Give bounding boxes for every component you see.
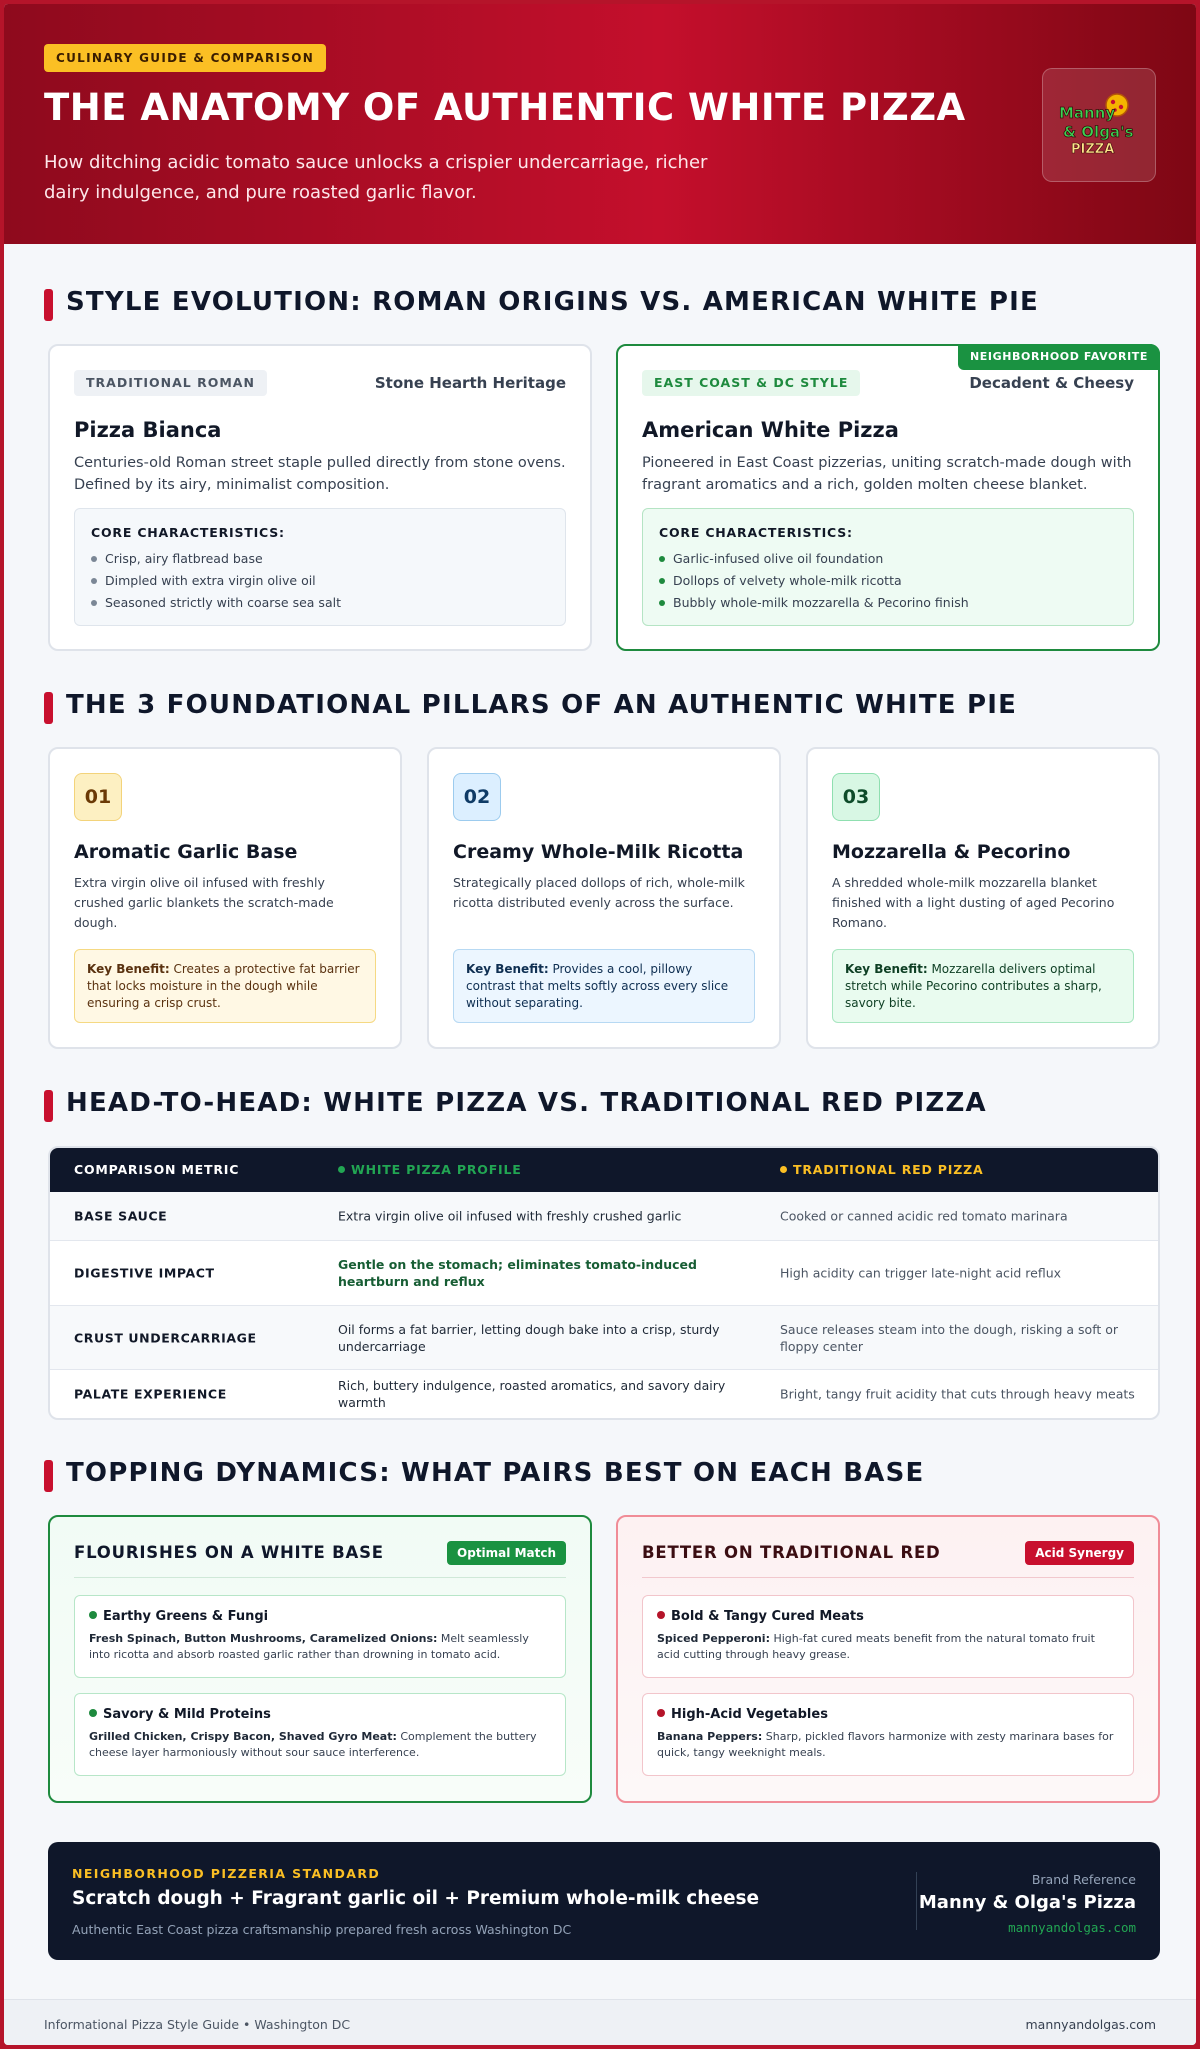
topping-item-title (657, 1609, 1119, 1624)
band-eyebrow: NEIGHBORHOOD PIZZERIA STANDARD (72, 1866, 381, 1881)
band-title: Scratch dough + Fragrant garlic oil + Premium whole-milk cheese (72, 1888, 760, 1909)
white-dot-icon (338, 1166, 345, 1173)
table-body (50, 1192, 1158, 1418)
style-heritage-label: Decadent & Cheesy (969, 374, 1134, 392)
table-row (50, 1192, 1158, 1240)
pizza-logo-icon (1057, 93, 1143, 159)
logo-line-1: Manny (1059, 104, 1116, 122)
topping-item-title (657, 1707, 1119, 1722)
topping-item-ingredients: Fresh Spinach, Button Mushrooms, Caramelized Onions: (89, 1632, 438, 1645)
bullet-icon (89, 1709, 97, 1717)
benefit-text: Creates a protective fat barrier that locks moisture in the dough while ensuring a crisp crust. (87, 962, 360, 1010)
cell-white: Extra virgin olive oil infused with freshly crushed garlic (338, 1208, 682, 1224)
topping-item-ingredients: Grilled Chicken, Crispy Bacon, Shaved Gyro Meat: (89, 1730, 397, 1743)
brand-name: Manny & Olga's Pizza (918, 1892, 1136, 1913)
topping-item-title (89, 1609, 551, 1624)
cell-red: Sauce releases steam into the dough, risking a soft or floppy center (780, 1321, 1119, 1354)
topping-item-title (89, 1707, 551, 1722)
favorite-ribbon: NEIGHBORHOOD FAVORITE (958, 344, 1160, 370)
brand-standard-band (48, 1842, 1160, 1960)
hero-header (4, 4, 1196, 244)
benefit-text: Mozzarella delivers optimal stretch while Pecorino contributes a sharp, savory bite. (845, 962, 1102, 1010)
footer-url-link[interactable]: mannyandolgas.com (1025, 2017, 1156, 2032)
bullet-icon (89, 1611, 97, 1619)
topping-item-title-text: Bold & Tangy Cured Meats (671, 1609, 864, 1624)
pillar-description: A shredded whole-milk mozzarella blanket finished with a light dusting of aged Pecorino Romano. (832, 875, 1115, 930)
column-header-metric: COMPARISON METRIC (74, 1162, 240, 1177)
toppings-card-header (74, 1541, 566, 1578)
cell-metric: DIGESTIVE IMPACT (74, 1265, 215, 1281)
section-title: THE 3 FOUNDATIONAL PILLARS OF AN AUTHENTIC WHITE PIE (66, 690, 1018, 720)
topping-item-title-text: Earthy Greens & Fungi (103, 1609, 269, 1624)
brand-url-link[interactable]: mannyandolgas.com (1008, 1920, 1136, 1935)
topping-item-text (89, 1631, 551, 1663)
benefit-label: Key Benefit: (87, 962, 170, 976)
topping-item-title-text: High-Acid Vegetables (671, 1707, 828, 1722)
pillar-card-garlic (48, 747, 402, 1049)
pillar-description: Extra virgin olive oil infused with freshly crushed garlic blankets the scratch-made dough. (74, 875, 334, 930)
pillar-benefit (453, 949, 755, 1023)
style-name: American White Pizza (642, 418, 899, 442)
style-tag: TRADITIONAL ROMAN (74, 370, 267, 396)
core-item: Crisp, airy flatbread base (91, 548, 549, 570)
pillar-number: 03 (832, 773, 880, 821)
cell-white: Rich, buttery indulgence, roasted aromatics, and savory dairy warmth (338, 1378, 726, 1410)
section-title: TOPPING DYNAMICS: WHAT PAIRS BEST ON EACH BASE (66, 1458, 925, 1488)
page-subtitle: How ditching acidic tomato sauce unlocks a crispier undercarriage, richer dairy indulgence, and pure roasted garlic flavor. (44, 152, 708, 203)
style-card-roman (48, 344, 592, 651)
pillar-name: Aromatic Garlic Base (74, 841, 298, 863)
band-divider (916, 1872, 917, 1930)
cell-metric: BASE SAUCE (74, 1208, 168, 1224)
toppings-card-header (642, 1541, 1134, 1578)
topping-item (74, 1595, 566, 1678)
topping-item (642, 1595, 1134, 1678)
pillar-card-mozzarella (806, 747, 1160, 1049)
pillar-number: 02 (453, 773, 501, 821)
section-accent-bar (44, 1460, 53, 1492)
table-row (50, 1369, 1158, 1418)
style-card-american (616, 344, 1160, 651)
pillar-name: Creamy Whole-Milk Ricotta (453, 841, 744, 863)
cell-red: Cooked or canned acidic red tomato marinara (780, 1208, 1068, 1224)
table-row (50, 1240, 1158, 1305)
topping-item (74, 1693, 566, 1776)
pillar-benefit (74, 949, 376, 1023)
logo-line-2: & Olga's (1063, 123, 1134, 141)
topping-item-title-text: Savory & Mild Proteins (103, 1707, 271, 1722)
red-dot-icon (780, 1166, 787, 1173)
cell-metric: CRUST UNDERCARRIAGE (74, 1330, 257, 1345)
cell-white: Oil forms a fat barrier, letting dough bake into a crisp, sturdy undercarriage (338, 1321, 720, 1354)
topping-item-text (89, 1729, 551, 1761)
page-footer (4, 1999, 1196, 2049)
core-item: Garlic-infused olive oil foundation (659, 548, 1117, 570)
table-row (50, 1305, 1158, 1369)
toppings-card-title: FLOURISHES ON A WHITE BASE (74, 1543, 384, 1562)
toppings-card-red (616, 1515, 1160, 1803)
pillar-benefit (832, 949, 1134, 1023)
bullet-icon (657, 1611, 665, 1619)
hero-eyebrow: CULINARY GUIDE & COMPARISON (44, 44, 326, 72)
topping-item-detail: High-fat cured meats benefit from the natural tomato fruit acid cutting through heavy grease. (657, 1632, 1095, 1661)
topping-item-text (657, 1631, 1119, 1663)
core-title: CORE CHARACTERISTICS: (659, 525, 853, 540)
pillar-number: 01 (74, 773, 122, 821)
toppings-card-white (48, 1515, 592, 1803)
column-header-white (338, 1148, 522, 1192)
toppings-card-title: BETTER ON TRADITIONAL RED (642, 1543, 941, 1562)
benefit-label: Key Benefit: (466, 962, 549, 976)
topping-item-ingredients: Banana Peppers: (657, 1730, 763, 1743)
bullet-icon (657, 1709, 665, 1717)
cell-metric: PALATE EXPERIENCE (74, 1386, 227, 1402)
topping-item (642, 1693, 1134, 1776)
logo-line-3: PIZZA (1071, 142, 1115, 157)
core-item: Seasoned strictly with coarse sea salt (91, 592, 549, 614)
pillar-name: Mozzarella & Pecorino (832, 841, 1071, 863)
style-tag: EAST COAST & DC STYLE (642, 370, 860, 396)
topping-item-ingredients: Spiced Pepperoni: (657, 1632, 770, 1645)
cell-white: Gentle on the stomach; eliminates tomato-induced heartburn and reflux (338, 1257, 697, 1289)
core-item: Dimpled with extra virgin olive oil (91, 570, 549, 592)
core-characteristics (74, 508, 566, 626)
synergy-badge: Acid Synergy (1025, 1541, 1134, 1565)
footer-caption: Informational Pizza Style Guide • Washington DC (44, 2017, 351, 2032)
benefit-label: Key Benefit: (845, 962, 928, 976)
topping-item-detail: Complement the buttery cheese layer harmoniously without sour sauce interference. (89, 1730, 537, 1759)
column-header-white-label: WHITE PIZZA PROFILE (351, 1162, 522, 1177)
cell-red: Bright, tangy fruit acidity that cuts through heavy meats (780, 1386, 1135, 1402)
style-description: Pioneered in East Coast pizzerias, uniting scratch-made dough with fragrant aromatics and a rich, golden molten cheese blanket. (642, 455, 1132, 493)
match-badge: Optimal Match (447, 1541, 566, 1565)
column-header-red (780, 1148, 983, 1192)
section-accent-bar (44, 692, 53, 724)
topping-item-text (657, 1729, 1119, 1761)
brand-reference-label: Brand Reference (1031, 1872, 1136, 1887)
pillar-description: Strategically placed dollops of rich, whole-milk ricotta distributed evenly across the surface. (453, 875, 745, 910)
table-header (50, 1148, 1158, 1192)
style-description: Centuries-old Roman street staple pulled directly from stone ovens. Defined by its airy, minimalist composition. (74, 455, 566, 493)
pillar-card-ricotta (427, 747, 781, 1049)
section-accent-bar (44, 1090, 53, 1122)
section-accent-bar (44, 289, 53, 321)
column-header-red-label: TRADITIONAL RED PIZZA (793, 1162, 984, 1177)
page-title: THE ANATOMY OF AUTHENTIC WHITE PIZZA (44, 86, 966, 129)
band-subtitle: Authentic East Coast pizza craftsmanship prepared fresh across Washington DC (72, 1922, 572, 1937)
style-heritage-label: Stone Hearth Heritage (374, 374, 566, 392)
core-item: Bubbly whole-milk mozzarella & Pecorino finish (659, 592, 1117, 614)
section-title: STYLE EVOLUTION: ROMAN ORIGINS VS. AMERICAN WHITE PIE (66, 287, 1039, 317)
comparison-table (48, 1146, 1160, 1420)
topping-item-detail: Melt seamlessly into ricotta and absorb roasted garlic rather than drowning in tomato acid. (89, 1632, 529, 1661)
cell-red: High acidity can trigger late-night acid reflux (780, 1265, 1062, 1281)
section-title: HEAD-TO-HEAD: WHITE PIZZA VS. TRADITIONAL RED PIZZA (66, 1088, 987, 1118)
topping-item-detail: Sharp, pickled flavors harmonize with zesty marinara bases for quick, tangy weeknight meals. (657, 1730, 1114, 1759)
core-characteristics (642, 508, 1134, 626)
core-item: Dollops of velvety whole-milk ricotta (659, 570, 1117, 592)
brand-logo[interactable] (1042, 68, 1156, 182)
style-name: Pizza Bianca (74, 418, 222, 442)
benefit-text: Provides a cool, pillowy contrast that melts softly across every slice without separating. (466, 962, 729, 1010)
core-title: CORE CHARACTERISTICS: (91, 525, 285, 540)
